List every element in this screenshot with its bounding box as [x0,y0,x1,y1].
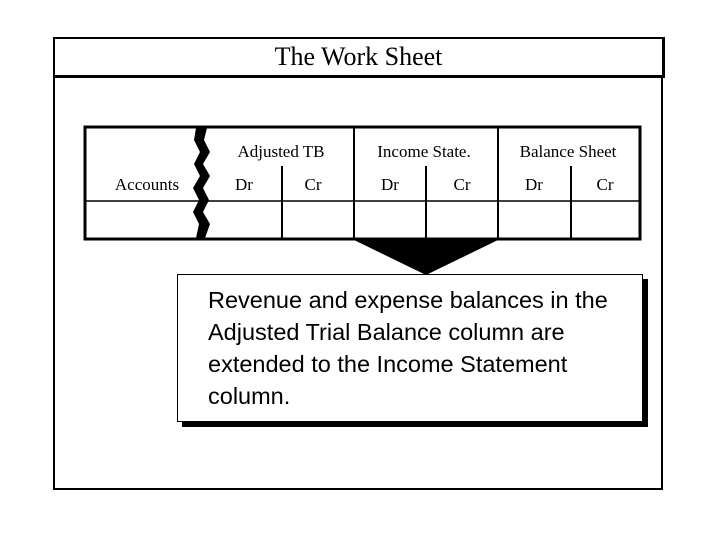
balance-sheet-dr-header: Dr [525,175,543,194]
down-arrow [354,240,498,275]
torn-edge-separator [193,128,210,238]
income-statement-cr-header: Cr [453,175,471,194]
balance-sheet-header: Balance Sheet [519,142,617,161]
callout-text: Revenue and expense balances in the Adjusted Trial Balance column are extended to the Income Statement column. [208,287,608,409]
slide-title-text: The Work Sheet [274,42,443,71]
adjusted-tb-cr-header: Cr [304,175,322,194]
income-statement-dr-header: Dr [381,175,399,194]
income-statement-header: Income State. [377,142,471,161]
accounts-header: Accounts [114,175,180,194]
adjusted-tb-header: Adjusted TB [237,142,325,161]
balance-sheet-cr-header: Cr [596,175,614,194]
adjusted-tb-dr-header: Dr [235,175,253,194]
